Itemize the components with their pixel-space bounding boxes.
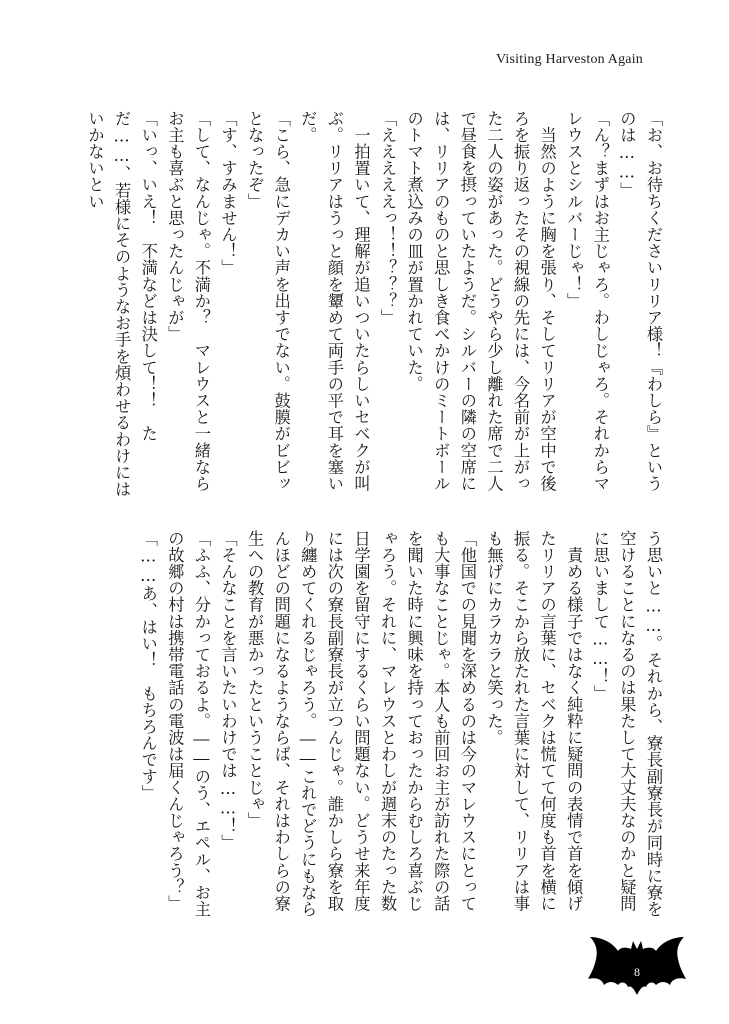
text-line: 「す、すみません！」 [218,110,238,276]
text-line: 「お、お待ちくださいリリア様！『わしら』というのは……」 [617,110,663,492]
text-line: 「いっ、いえ！ 不満などは決して！！ ただ……、若様にそのようなお手を煩わせるわけにはいかないとい [85,110,158,498]
text-line: 「そんなことを言いたいわけでは……！」 [218,530,238,851]
text-line: 「して、なんじゃ。不満か？ マレウスと一緒ならお主も喜ぶと思ったんじゃが」 [165,110,211,492]
text-line: 「こら、急にデカい声を出すでない。鼓膜がビビッとなったぞ」 [245,110,291,492]
text-line: 「ん？まずはお主じゃろ。わしじゃろ。それからマレウスとシルバーじゃ！」 [564,110,610,492]
running-header: Visiting Harveston Again [495,52,643,67]
page-folio [588,935,686,997]
text-line: 「……あ、はい！ もちろんです」 [138,530,158,802]
text-line: う思いと……。それから、寮長副寮長が同時に寮を空けることになるのは果たして大丈夫なのかと疑問に思いまして……！」 [590,530,663,918]
lower-text-column [126,530,666,924]
text-line: 一拍置いて、理解が追いついたらしいセベクが叫ぶ。リリアはうっと顔を顰めて両手の平で耳を塞いだ。 [298,110,371,492]
text-line: 「えええええっ！！？？？」 [378,110,398,326]
text-line: 「ふふ、分かっておるよ。――のう、エペル、お主の故郷の村は携帯電話の電波は届くんじゃろう？」 [165,530,211,918]
upper-text-column [85,110,666,504]
text-line: 責める様子ではなく純粋に疑問の表情で首を傾げたリリアの言葉に、セベクは慌てて何度も首を横に振る。そこから放たれた言葉に対して、リリアは事も無げにカラカラと笑った。 [484,530,584,912]
text-line: 「他国での見聞を深めるのは今のマレウスにとっても大事なことじゃ。本人も前回お主が訪れた際の話を聞いた時に興味を持っておったからむしろ喜ぶじゃろう。それに、マレウスとわしが週末のたった数日学園を留守にするくらい問題ない。どうせ来年度には次の寮長副寮長が立つんじゃ。誰かしら寮を取り纏めてくれるじゃろう。――これでどうにもならんほどの問題になるようならば、それはわしらの寮生への教育が悪かったということじゃ」 [245,530,477,918]
page-number: 8 [634,965,640,979]
text-line: 当然のように胸を張り、そしてリリアが空中で後ろを振り返ったその視線の先には、今名前が上がった二人の姿があった。どうやら少し離れた席で二人で昼食を摂っていたようだ。シルバーの隣の空席には、リリアのものと思しき食べかけのミートボールのトマト煮込みの皿が置かれていた。 [404,110,557,492]
